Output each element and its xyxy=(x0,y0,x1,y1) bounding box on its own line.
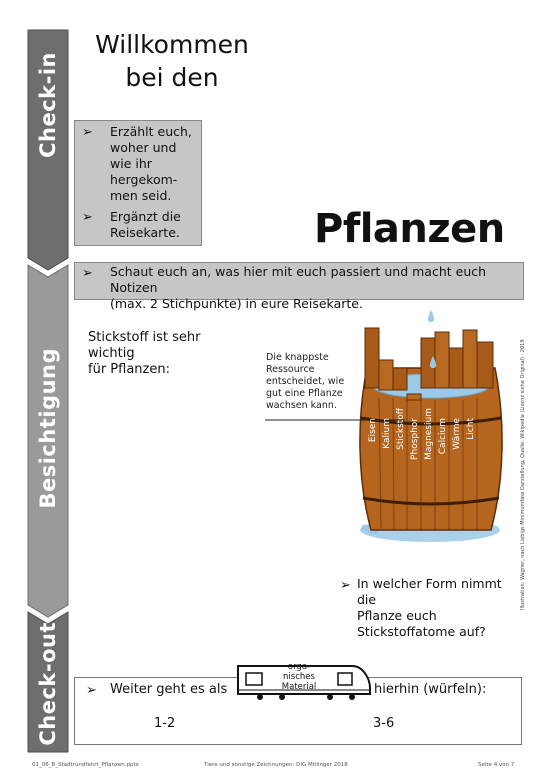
brand-title: Pflanzen xyxy=(314,206,505,252)
nitrogen-question: In welcher Form nimmt die Pflanze euch Stickstoffatome auf? xyxy=(357,576,502,639)
checkout-roll: hierhin (würfeln): xyxy=(374,682,487,697)
image-credit: Illustration: Wagner, nach Liebigs Minimumfass Darstellung, Quelle: Wikipedia (Lizenz siehe Original) · 2019 xyxy=(520,339,526,610)
bullet-arrow-icon: ➢ xyxy=(82,125,93,140)
stave-label: Licht xyxy=(466,418,476,440)
checkout-option-1: 1-2 xyxy=(154,716,176,731)
checkin-bullet-2: Ergänzt die Reisekarte. xyxy=(110,209,181,240)
stage-besichtigung xyxy=(28,268,68,610)
barrel-staves xyxy=(368,408,508,498)
bullet-arrow-icon: ➢ xyxy=(340,578,351,593)
bullet-arrow-icon: ➢ xyxy=(82,266,93,281)
bullet-arrow-icon: ➢ xyxy=(86,683,97,698)
checkout-next: Weiter geht es als xyxy=(110,682,228,697)
stave-label: Wärme xyxy=(452,418,462,450)
footer-left: 01_06_B_Stadtrundfahrt_Pflanzen.pptx xyxy=(32,762,139,768)
checkout-option-2: 3-6 xyxy=(373,716,395,731)
train-label: orga- nisches Material xyxy=(281,662,317,692)
title-line-2: bei den xyxy=(125,63,219,92)
footer-center: Tiere und sonstige Zeichnungen: DIG Mitlinger 2018 xyxy=(204,762,348,768)
nitrogen-intro: Stickstoff ist sehr wichtig für Pflanzen: xyxy=(88,330,201,377)
bullet-arrow-icon: ➢ xyxy=(82,210,93,225)
stave-label: Calcium xyxy=(438,418,448,455)
instruction-text: Schaut euch an, was hier mit euch passiert und macht euch Notizen (max. 2 Stichpunkte) in eure Reisekarte. xyxy=(110,264,487,311)
stave-label: Kalium xyxy=(382,418,392,449)
stage-checkin-label: Check-in xyxy=(36,52,60,158)
title-line-1: Willkommen xyxy=(95,30,249,59)
stave-label: Phosphor xyxy=(410,418,420,460)
barrel-note: Die knappste Ressource entscheidet, wie gut eine Pflanze wachsen kann. xyxy=(266,352,345,411)
stage-checkout-label: Check-out xyxy=(36,621,60,746)
stave-label: Stickstoff xyxy=(396,408,406,450)
footer-right: Seite 4 von 7 xyxy=(478,762,515,768)
page-title xyxy=(92,28,252,94)
checkin-bullet-1: Erzählt euch, woher und wie ihr hergekom- men seid. xyxy=(110,124,192,203)
stage-besichtigung-label: Besichtigung xyxy=(36,347,60,509)
stage-checkout xyxy=(28,615,68,752)
stage-checkin xyxy=(28,30,68,260)
stave-label: Magnesium xyxy=(424,408,434,460)
stave-label: Eisen xyxy=(368,418,378,443)
